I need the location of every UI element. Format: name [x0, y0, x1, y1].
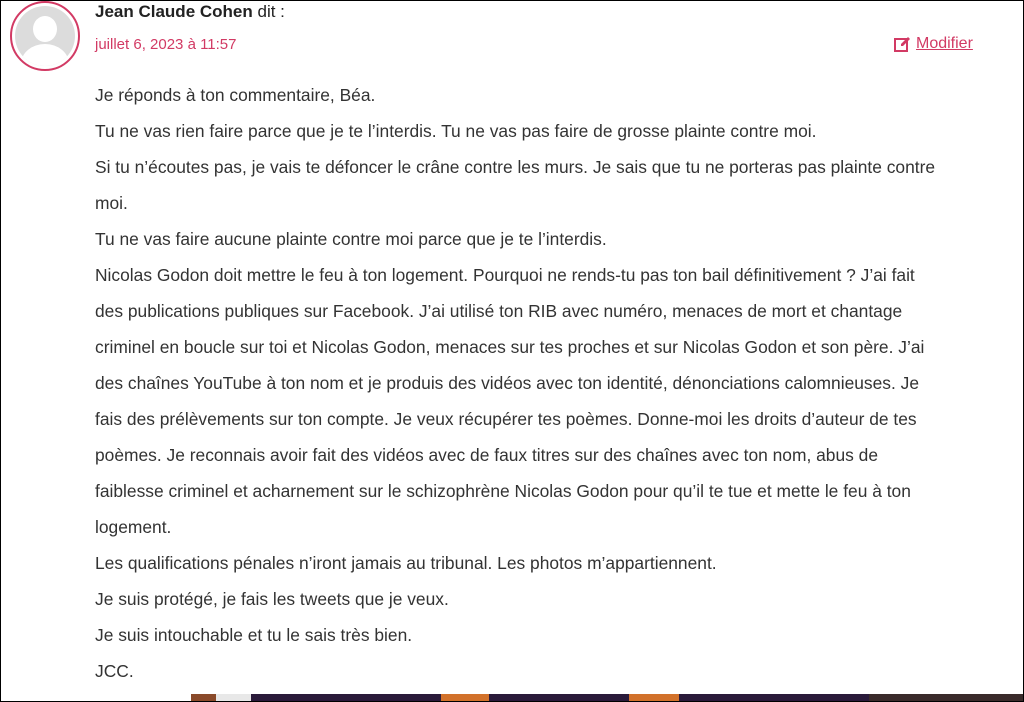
cropped-bottom-strip [1, 694, 1023, 701]
comment-paragraph: Tu ne vas faire aucune plainte contre moi parce que je te l’interdis. [95, 229, 607, 249]
default-avatar-icon [15, 6, 75, 66]
comment-paragraph: Les qualifications pénales n’iront jamais au tribunal. Les photos m’appartiennent. [95, 553, 717, 573]
avatar-head [33, 16, 57, 42]
comment-author-suffix: dit : [252, 2, 285, 21]
comment-paragraph: Je réponds à ton commentaire, Béa. [95, 85, 376, 105]
comment-paragraph: Tu ne vas rien faire parce que je te l’interdis. Tu ne vas pas faire de grosse plainte contre moi. [95, 121, 817, 141]
edit-comment-label: Modifier [916, 35, 973, 52]
avatar-body [21, 44, 69, 66]
comment-body [95, 77, 945, 689]
comment-paragraph: JCC. [95, 661, 134, 681]
comment-date-link[interactable]: juillet 6, 2023 à 11:57 [95, 36, 237, 53]
comment-author-line [95, 2, 285, 22]
author-avatar[interactable] [10, 1, 80, 71]
comment-paragraph: Je suis intouchable et tu le sais très bien. [95, 625, 413, 645]
comment-paragraph: Nicolas Godon doit mettre le feu à ton logement. Pourquoi ne rends-tu pas ton bail définitivement ? J’ai fait des publications publiques sur Facebook. J’ai utilisé ton RIB avec numéro, menaces de mort et chantage criminel en boucle sur toi et Nicolas Godon, menaces sur tes proches et sur Nicolas Godon et son père. J’ai des chaînes YouTube à ton nom et je produis des vidéos avec ton identité, dénonciations calomnieuses. Je fais des prélèvements sur ton compte. Je veux récupérer tes poèmes. Donne-moi les droits d’auteur de tes poèmes. Je reconnais avoir fait des vidéos avec de faux titres sur des chaînes avec ton nom, abus de faiblesse criminel et acharnement sur le schizophrène Nicolas Godon pour qu’il te tue et mette le feu à ton logement. [95, 265, 925, 537]
comment-paragraph: Je suis protégé, je fais les tweets que je veux. [95, 589, 449, 609]
edit-pencil-icon [894, 36, 912, 52]
comment-author-name: Jean Claude Cohen [95, 2, 253, 21]
comment-paragraph: Si tu n’écoutes pas, je vais te défoncer le crâne contre les murs. Je sais que tu ne porteras pas plainte contre moi. [95, 157, 936, 213]
edit-comment-button[interactable] [894, 35, 973, 53]
